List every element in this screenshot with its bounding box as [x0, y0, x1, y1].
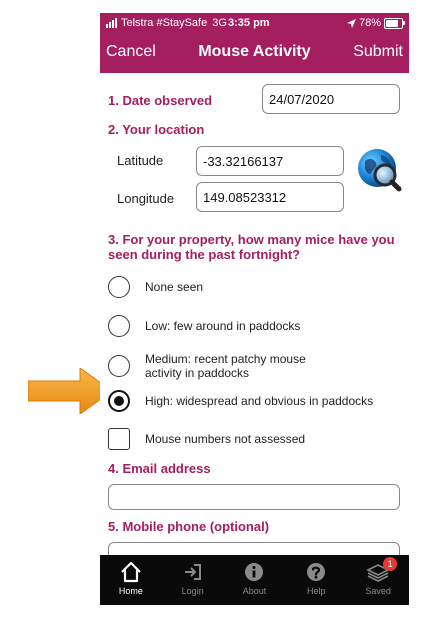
email-section-label: 4. Email address: [108, 461, 211, 476]
help-icon: [306, 562, 326, 582]
home-icon: [120, 561, 142, 583]
form-content: [100, 73, 409, 551]
email-input[interactable]: [108, 484, 400, 510]
checkbox-not-assessed[interactable]: [108, 428, 130, 450]
network-type: 3G: [212, 17, 227, 29]
option-label-medium: Medium: recent patchy mouse activity in paddocks: [145, 352, 306, 380]
tab-saved[interactable]: [347, 555, 409, 605]
status-right: [347, 13, 403, 33]
phone-screen: [100, 13, 409, 605]
phone-section-label: 5. Mobile phone (optional): [108, 519, 270, 534]
radio-medium[interactable]: [108, 355, 130, 377]
date-section-label: 1. Date observed: [108, 93, 213, 108]
location-section-label: 2. Your location: [108, 122, 205, 137]
battery-fill: [386, 20, 398, 27]
tab-home[interactable]: [100, 555, 162, 605]
option-label-none-seen: None seen: [145, 280, 204, 294]
info-icon: [244, 562, 264, 582]
cancel-button[interactable]: Cancel: [106, 43, 156, 60]
option-medium[interactable]: [108, 352, 345, 380]
option-low[interactable]: [108, 315, 375, 337]
signal-strength-icon: [106, 18, 118, 28]
status-bar: [100, 13, 409, 33]
saved-count-badge: 1: [383, 557, 397, 571]
option-none-seen[interactable]: [108, 276, 375, 298]
location-arrow-icon: [347, 19, 356, 28]
option-label-not-assessed: Mouse numbers not assessed: [145, 432, 306, 446]
tab-login-label: Login: [181, 586, 204, 596]
status-time: 3:35 pm: [228, 17, 270, 29]
tab-help[interactable]: [285, 555, 347, 605]
tab-bar: [100, 555, 409, 605]
tab-about[interactable]: [224, 555, 286, 605]
tab-login[interactable]: [162, 555, 224, 605]
globe-search-icon[interactable]: [356, 147, 402, 193]
option-label-high: High: widespread and obvious in paddocks: [145, 394, 374, 408]
navigation-bar: [100, 33, 409, 73]
longitude-input[interactable]: [196, 182, 344, 212]
option-label-low: Low: few around in paddocks: [145, 319, 301, 333]
longitude-label: Longitude: [117, 191, 175, 206]
tab-about-label: About: [242, 586, 267, 596]
status-left: [106, 13, 227, 33]
submit-button[interactable]: Submit: [353, 43, 403, 60]
page-title: Mouse Activity: [198, 43, 311, 60]
tab-home-label: Home: [118, 586, 143, 596]
option-not-assessed[interactable]: [108, 428, 375, 450]
option-high[interactable]: [108, 390, 375, 412]
battery-icon: [384, 18, 403, 29]
date-input[interactable]: [262, 84, 400, 114]
latitude-label: Latitude: [117, 153, 164, 168]
mice-question-label: 3. For your property, how many mice have you seen during the past fortnight?: [108, 232, 395, 262]
tab-help-label: Help: [307, 586, 326, 596]
login-icon: [183, 562, 203, 582]
latitude-input[interactable]: [196, 146, 344, 176]
radio-high-selected[interactable]: [108, 390, 130, 412]
tab-saved-label: Saved: [365, 586, 391, 596]
radio-low[interactable]: [108, 315, 130, 337]
radio-none-seen[interactable]: [108, 276, 130, 298]
battery-percent: 78%: [358, 17, 381, 29]
carrier-name: Telstra #StaySafe: [121, 17, 208, 29]
